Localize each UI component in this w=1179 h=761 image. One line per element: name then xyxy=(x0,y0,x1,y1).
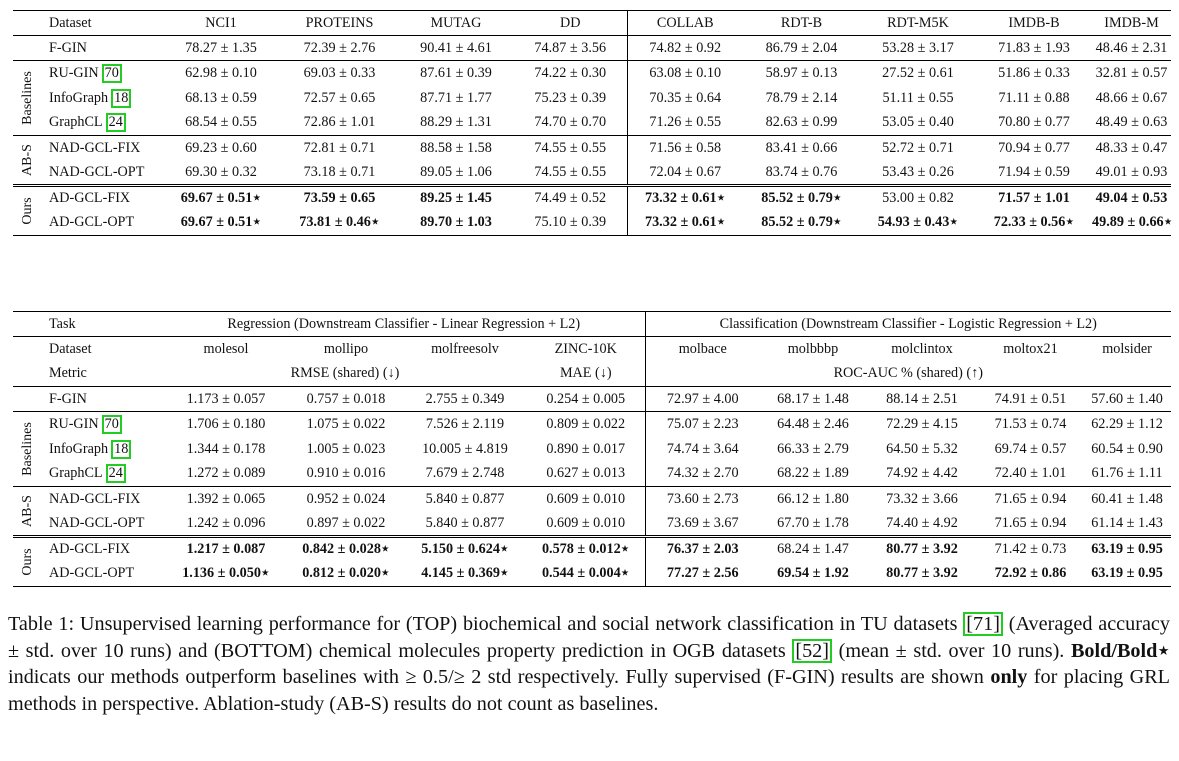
table-cell: 1.136 ± 0.050⋆ xyxy=(163,562,289,587)
table-cell: 48.33 ± 0.47 xyxy=(1095,139,1168,156)
table-row xyxy=(13,387,1171,412)
caption-text: Table 1: Unsupervised learning performance for (TOP) biochemical and social network classification in TU datasets xyxy=(8,613,964,635)
table-cell: 74.74 ± 3.64 xyxy=(666,440,739,457)
table-cell: 72.04 ± 0.67 xyxy=(627,161,743,186)
table-cell: 0.544 ± 0.004⋆ xyxy=(527,562,645,587)
table-cell: 88.58 ± 1.58 xyxy=(420,139,492,156)
table-cell: 70.35 ± 0.64 xyxy=(649,89,722,106)
method-name-cell xyxy=(43,186,161,211)
group-label-cell xyxy=(13,186,43,236)
task-label: Task xyxy=(43,312,163,337)
method-name: NAD-GCL-OPT xyxy=(49,514,145,531)
table-cell: 70.94 ± 0.77 xyxy=(998,139,1070,156)
group-label: AB-S xyxy=(20,144,35,176)
table-cell: 73.32 ± 3.66 xyxy=(886,490,958,507)
caption-text: (mean ± std. over 10 runs). xyxy=(832,639,1071,662)
table-cell: 73.69 ± 3.67 xyxy=(645,512,760,537)
column-header: MUTAG xyxy=(398,11,514,36)
table-cell: 71.56 ± 0.58 xyxy=(649,139,722,156)
header-row-metric xyxy=(13,362,1171,387)
column-header: NCI1 xyxy=(161,11,281,36)
table-cell: 68.17 ± 1.48 xyxy=(760,387,866,412)
table-cell: 74.22 ± 0.30 xyxy=(514,61,627,86)
table-cell: 0.890 ± 0.017 xyxy=(527,437,645,462)
table-cell: 73.60 ± 2.73 xyxy=(666,490,739,507)
table-cell: 49.89 ± 0.66⋆ xyxy=(1092,211,1171,236)
column-header: DD xyxy=(514,11,627,36)
table-cell: 85.52 ± 0.79⋆ xyxy=(761,190,842,207)
table-cell: 10.005 ± 4.819 xyxy=(422,440,508,457)
table-cell: 71.94 ± 0.59 xyxy=(976,161,1092,186)
metric-roc: ROC-AUC % (shared) (↑) xyxy=(645,362,1171,387)
column-header: PROTEINS xyxy=(281,11,398,36)
metric-mae: MAE (↓) xyxy=(527,362,645,387)
group-label-cell xyxy=(13,136,43,186)
column-header: molbbbp xyxy=(787,340,839,357)
table-cell: 90.41 ± 4.61 xyxy=(398,36,514,61)
table-row xyxy=(13,487,1171,512)
table-cell: 71.42 ± 0.73 xyxy=(994,541,1067,558)
header-row xyxy=(13,11,1171,36)
table-cell: 53.00 ± 0.82 xyxy=(882,190,954,207)
table-cell: 49.01 ± 0.93 xyxy=(1092,161,1171,186)
table-cell: 72.40 ± 1.01 xyxy=(978,462,1083,487)
table-cell: 72.86 ± 1.01 xyxy=(281,111,398,136)
table-cell: 63.19 ± 0.95 xyxy=(1091,541,1163,558)
table-cell: 1.005 ± 0.023 xyxy=(306,440,386,457)
table-cell: 64.48 ± 2.46 xyxy=(777,415,849,432)
column-header: molclintox xyxy=(891,340,953,357)
method-name: NAD-GCL-OPT xyxy=(49,163,145,180)
group-spacer xyxy=(13,312,43,337)
table-cell: 52.72 ± 0.71 xyxy=(882,139,954,156)
table-cell: 7.526 ± 2.119 xyxy=(425,415,505,432)
metric-label: Metric xyxy=(43,362,163,387)
table-cell: 72.97 ± 4.00 xyxy=(645,387,760,412)
method-name: RU-GIN xyxy=(49,415,99,432)
table-cell: 0.757 ± 0.018 xyxy=(289,387,403,412)
table-cell: 88.29 ± 1.31 xyxy=(398,111,514,136)
table-cell: 89.25 ± 1.45 xyxy=(420,190,492,207)
table-cell: 1.344 ± 0.178 xyxy=(186,440,266,457)
method-name-cell xyxy=(43,437,163,462)
table-cell: 57.60 ± 1.40 xyxy=(1083,387,1171,412)
table-cell: 86.79 ± 2.04 xyxy=(743,36,860,61)
table-cell: 89.05 ± 1.06 xyxy=(398,161,514,186)
table-cell: 83.41 ± 0.66 xyxy=(765,139,838,156)
table-cell: 53.28 ± 3.17 xyxy=(860,36,976,61)
table-cell: 0.952 ± 0.024 xyxy=(306,490,386,507)
table-cell: 71.65 ± 0.94 xyxy=(994,490,1067,507)
method-name-cell xyxy=(43,136,161,161)
table-cell: 72.39 ± 2.76 xyxy=(281,36,398,61)
table-cell: 51.86 ± 0.33 xyxy=(998,64,1070,81)
table-cell: 63.08 ± 0.10 xyxy=(649,64,722,81)
table-cell: 1.706 ± 0.180 xyxy=(186,415,266,432)
table-cell: 48.46 ± 2.31 xyxy=(1092,36,1171,61)
table-cell: 71.11 ± 0.88 xyxy=(998,89,1070,106)
table-row xyxy=(13,562,1171,587)
method-name: AD-GCL-FIX xyxy=(49,541,131,558)
header-row-task xyxy=(13,312,1171,337)
regression-header: Regression (Downstream Classifier - Linear Regression + L2) xyxy=(163,312,645,337)
table-cell: 76.37 ± 2.03 xyxy=(666,541,739,558)
header-row-dataset xyxy=(13,337,1171,362)
citation-link[interactable]: 70 xyxy=(102,415,122,434)
method-name: F-GIN xyxy=(43,36,161,61)
table-cell: 72.29 ± 4.15 xyxy=(886,415,958,432)
method-name-cell xyxy=(43,86,161,111)
method-name-cell xyxy=(43,462,163,487)
table-cell: 74.49 ± 0.52 xyxy=(514,186,627,211)
table-row xyxy=(13,437,1171,462)
method-name: AD-GCL-OPT xyxy=(49,214,135,231)
column-header: RDT-M5K xyxy=(860,11,976,36)
table-cell: 72.33 ± 0.56⋆ xyxy=(976,211,1092,236)
table-cell: 1.217 ± 0.087 xyxy=(186,541,266,558)
table-cell: 87.71 ± 1.77 xyxy=(420,89,492,106)
table-cell: 5.840 ± 0.877 xyxy=(425,490,505,507)
group-label-cell xyxy=(13,61,43,136)
method-name-cell xyxy=(43,412,163,437)
table-cell: 0.842 ± 0.028⋆ xyxy=(302,541,390,558)
table-cell: 0.910 ± 0.016 xyxy=(289,462,403,487)
citation-link[interactable]: [52] xyxy=(792,639,832,663)
citation-link[interactable]: 18 xyxy=(111,440,131,459)
table-cell: 48.66 ± 0.67 xyxy=(1095,89,1168,106)
table-cell: 68.13 ± 0.59 xyxy=(185,89,257,106)
table-cell: 49.04 ± 0.53 xyxy=(1095,190,1168,207)
group-label-cell xyxy=(13,412,43,487)
column-header: COLLAB xyxy=(627,11,743,36)
table-cell: 80.77 ± 3.92 xyxy=(866,562,978,587)
column-header: molfreesolv xyxy=(431,340,499,357)
table-cell: 1.242 ± 0.096 xyxy=(163,512,289,537)
table-cell: 74.92 ± 4.42 xyxy=(866,462,978,487)
table-cell: 77.27 ± 2.56 xyxy=(645,562,760,587)
method-name: AD-GCL-OPT xyxy=(49,565,135,582)
table-cell: 75.23 ± 0.39 xyxy=(514,86,627,111)
method-name: NAD-GCL-FIX xyxy=(49,139,141,156)
table-row xyxy=(13,61,1171,86)
table-cell: 88.14 ± 2.51 xyxy=(866,387,978,412)
table-cell: 74.87 ± 3.56 xyxy=(514,36,627,61)
table-cell: 53.43 ± 0.26 xyxy=(860,161,976,186)
method-name: GraphCL xyxy=(49,465,103,482)
table-row xyxy=(13,161,1171,186)
table-cell: 71.57 ± 1.01 xyxy=(998,190,1070,207)
method-name: AD-GCL-FIX xyxy=(49,190,131,207)
table-row xyxy=(13,412,1171,437)
table-cell: 72.57 ± 0.65 xyxy=(303,89,376,106)
citation-link[interactable]: 24 xyxy=(106,464,126,483)
table-cell: 1.173 ± 0.057 xyxy=(163,387,289,412)
method-name-cell xyxy=(43,487,163,512)
table-cell: 78.79 ± 2.14 xyxy=(765,89,838,106)
table-cell: 58.97 ± 0.13 xyxy=(765,64,838,81)
table-cell: 2.755 ± 0.349 xyxy=(403,387,527,412)
group-label: Baselines xyxy=(20,422,35,476)
table-cell: 61.76 ± 1.11 xyxy=(1083,462,1171,487)
table-cell: 1.272 ± 0.089 xyxy=(163,462,289,487)
table-cell: 53.05 ± 0.40 xyxy=(860,111,976,136)
table-row xyxy=(13,537,1171,562)
caption-bold: Bold/Bold⋆ xyxy=(1070,639,1171,662)
table-cell: 70.80 ± 0.77 xyxy=(976,111,1092,136)
table-cell: 54.93 ± 0.43⋆ xyxy=(860,211,976,236)
table-cell: 62.29 ± 1.12 xyxy=(1091,415,1163,432)
table-cell: 64.50 ± 5.32 xyxy=(886,440,958,457)
table-cell: 78.27 ± 1.35 xyxy=(161,36,281,61)
caption-text: for placing GRL methods in perspective. Ablation-study (AB-S) results do not count as baselines. xyxy=(8,666,1170,715)
column-header: ZINC-10K xyxy=(527,337,645,362)
table-cell: 74.40 ± 4.92 xyxy=(866,512,978,537)
table-cell: 75.10 ± 0.39 xyxy=(514,211,627,236)
table-cell: 74.91 ± 0.51 xyxy=(978,387,1083,412)
table-cell: 85.52 ± 0.79⋆ xyxy=(743,211,860,236)
column-header: IMDB-B xyxy=(976,11,1092,36)
table-cell: 48.49 ± 0.63 xyxy=(1092,111,1171,136)
table-cell: 27.52 ± 0.61 xyxy=(882,64,954,81)
group-label: Ours xyxy=(20,548,35,576)
method-name-cell xyxy=(43,111,161,136)
table-cell: 73.18 ± 0.71 xyxy=(281,161,398,186)
table-cell: 60.54 ± 0.90 xyxy=(1091,440,1163,457)
table-cell: 71.53 ± 0.74 xyxy=(994,415,1067,432)
group-label: Baselines xyxy=(20,71,35,125)
table-cell: 89.70 ± 1.03 xyxy=(398,211,514,236)
table-cell: 71.65 ± 0.94 xyxy=(978,512,1083,537)
table-cell: 74.55 ± 0.55 xyxy=(514,136,627,161)
method-name: InfoGraph xyxy=(49,440,109,457)
table-cell: 71.83 ± 1.93 xyxy=(976,36,1092,61)
table-row xyxy=(13,136,1171,161)
table-cell: 73.32 ± 0.61⋆ xyxy=(627,211,743,236)
table-cell: 75.07 ± 2.23 xyxy=(666,415,739,432)
caption-bold: only xyxy=(990,666,1028,688)
table-row xyxy=(13,36,1171,61)
bottom-results-table xyxy=(13,311,1171,587)
column-header: IMDB-M xyxy=(1092,11,1171,36)
classification-header: Classification (Downstream Classifier - Logistic Regression + L2) xyxy=(645,312,1171,337)
group-label-cell xyxy=(13,537,43,587)
table-cell: 73.59 ± 0.65 xyxy=(303,190,376,207)
table-cell: 61.14 ± 1.43 xyxy=(1083,512,1171,537)
table-cell: 71.26 ± 0.55 xyxy=(627,111,743,136)
table-row xyxy=(13,111,1171,136)
method-name: GraphCL xyxy=(49,114,103,131)
table-cell: 69.67 ± 0.51⋆ xyxy=(161,211,281,236)
table-cell: 66.12 ± 1.80 xyxy=(777,490,849,507)
caption-text: indicats our methods outperform baselines with ≥ 0.5/≥ 2 std respectively. Fully supervised (F-GIN) results are shown xyxy=(8,666,991,688)
table-cell: 0.609 ± 0.010 xyxy=(527,487,645,512)
table-cell: 1.075 ± 0.022 xyxy=(306,415,386,432)
group-spacer xyxy=(13,387,43,412)
method-name-cell xyxy=(43,61,161,86)
table-cell: 67.70 ± 1.78 xyxy=(760,512,866,537)
top-results-table xyxy=(13,10,1171,236)
table-cell: 74.82 ± 0.92 xyxy=(627,36,743,61)
table-cell: 51.11 ± 0.55 xyxy=(882,89,954,106)
table-row xyxy=(13,86,1171,111)
table-cell: 32.81 ± 0.57 xyxy=(1095,64,1168,81)
method-name-cell xyxy=(43,161,161,186)
table-cell: 69.54 ± 1.92 xyxy=(760,562,866,587)
method-name: NAD-GCL-FIX xyxy=(49,490,141,507)
citation-link[interactable]: 70 xyxy=(102,64,122,83)
group-spacer xyxy=(13,11,43,36)
table-cell: 82.63 ± 0.99 xyxy=(743,111,860,136)
table-cell: 66.33 ± 2.79 xyxy=(777,440,849,457)
method-name-cell xyxy=(43,537,163,562)
table-cell: 60.41 ± 1.48 xyxy=(1091,490,1163,507)
table-cell: 72.81 ± 0.71 xyxy=(303,139,376,156)
group-spacer xyxy=(13,362,43,387)
table-cell: 0.809 ± 0.022 xyxy=(527,412,645,437)
column-header: moltox21 xyxy=(1003,340,1058,357)
group-spacer xyxy=(13,36,43,61)
dataset-label: Dataset xyxy=(49,340,92,357)
table-cell: 68.24 ± 1.47 xyxy=(777,541,849,558)
group-spacer xyxy=(13,337,43,362)
table-row xyxy=(13,211,1171,236)
table-cell: 0.627 ± 0.013 xyxy=(527,462,645,487)
caption-text: (Averaged accuracy ± std. over 10 runs) and (BOTTOM) chemical molecules property prediction in OGB datasets xyxy=(8,613,1170,662)
table-cell: 4.145 ± 0.369⋆ xyxy=(403,562,527,587)
table-cell: 74.70 ± 0.70 xyxy=(514,111,627,136)
table-cell: 69.03 ± 0.33 xyxy=(303,64,376,81)
table-cell: 62.98 ± 0.10 xyxy=(185,64,257,81)
table-cell: 5.840 ± 0.877 xyxy=(403,512,527,537)
table-cell: 87.61 ± 0.39 xyxy=(420,64,492,81)
table-cell: 69.30 ± 0.32 xyxy=(161,161,281,186)
table-cell: 73.81 ± 0.46⋆ xyxy=(281,211,398,236)
table-cell: 1.392 ± 0.065 xyxy=(186,490,266,507)
method-name-cell xyxy=(43,512,163,537)
method-name: RU-GIN xyxy=(49,64,99,81)
table-cell: 74.55 ± 0.55 xyxy=(514,161,627,186)
table-cell: 0.254 ± 0.005 xyxy=(527,387,645,412)
table-cell: 69.67 ± 0.51⋆ xyxy=(180,190,262,207)
table-cell: 73.32 ± 0.61⋆ xyxy=(644,190,726,207)
method-name: InfoGraph xyxy=(49,89,109,106)
column-header: Dataset xyxy=(43,11,161,36)
table-cell: 72.92 ± 0.86 xyxy=(978,562,1083,587)
method-name-cell xyxy=(43,562,163,587)
table-caption xyxy=(8,611,1170,717)
table-cell: 0.897 ± 0.022 xyxy=(289,512,403,537)
metric-rmse: RMSE (shared) (↓) xyxy=(163,362,527,387)
table-cell: 80.77 ± 3.92 xyxy=(886,541,958,558)
table-cell: 7.679 ± 2.748 xyxy=(403,462,527,487)
method-name: F-GIN xyxy=(43,387,163,412)
table-cell: 83.74 ± 0.76 xyxy=(743,161,860,186)
citation-link[interactable]: [71] xyxy=(963,612,1003,636)
column-header: mollipo xyxy=(323,340,369,357)
citation-link[interactable]: 24 xyxy=(106,113,126,132)
table-row xyxy=(13,512,1171,537)
group-label-cell xyxy=(13,487,43,537)
citation-link[interactable]: 18 xyxy=(111,89,131,108)
table-row xyxy=(13,186,1171,211)
table-cell: 63.19 ± 0.95 xyxy=(1083,562,1171,587)
table-cell: 68.22 ± 1.89 xyxy=(760,462,866,487)
group-label: Ours xyxy=(20,197,35,225)
table-cell: 69.74 ± 0.57 xyxy=(994,440,1067,457)
table-cell: 0.812 ± 0.020⋆ xyxy=(289,562,403,587)
table-cell: 5.150 ± 0.624⋆ xyxy=(421,541,509,558)
table-cell: 0.609 ± 0.010 xyxy=(527,512,645,537)
table-row xyxy=(13,462,1171,487)
column-header: molbace xyxy=(678,340,727,357)
method-name-cell xyxy=(43,211,161,236)
table-cell: 68.54 ± 0.55 xyxy=(161,111,281,136)
table-cell: 69.23 ± 0.60 xyxy=(185,139,257,156)
column-header: RDT-B xyxy=(743,11,860,36)
table-cell: 0.578 ± 0.012⋆ xyxy=(527,537,645,562)
group-label: AB-S xyxy=(20,495,35,527)
table-cell: 74.32 ± 2.70 xyxy=(645,462,760,487)
column-header: molsider xyxy=(1102,340,1152,357)
column-header: molesol xyxy=(203,340,249,357)
